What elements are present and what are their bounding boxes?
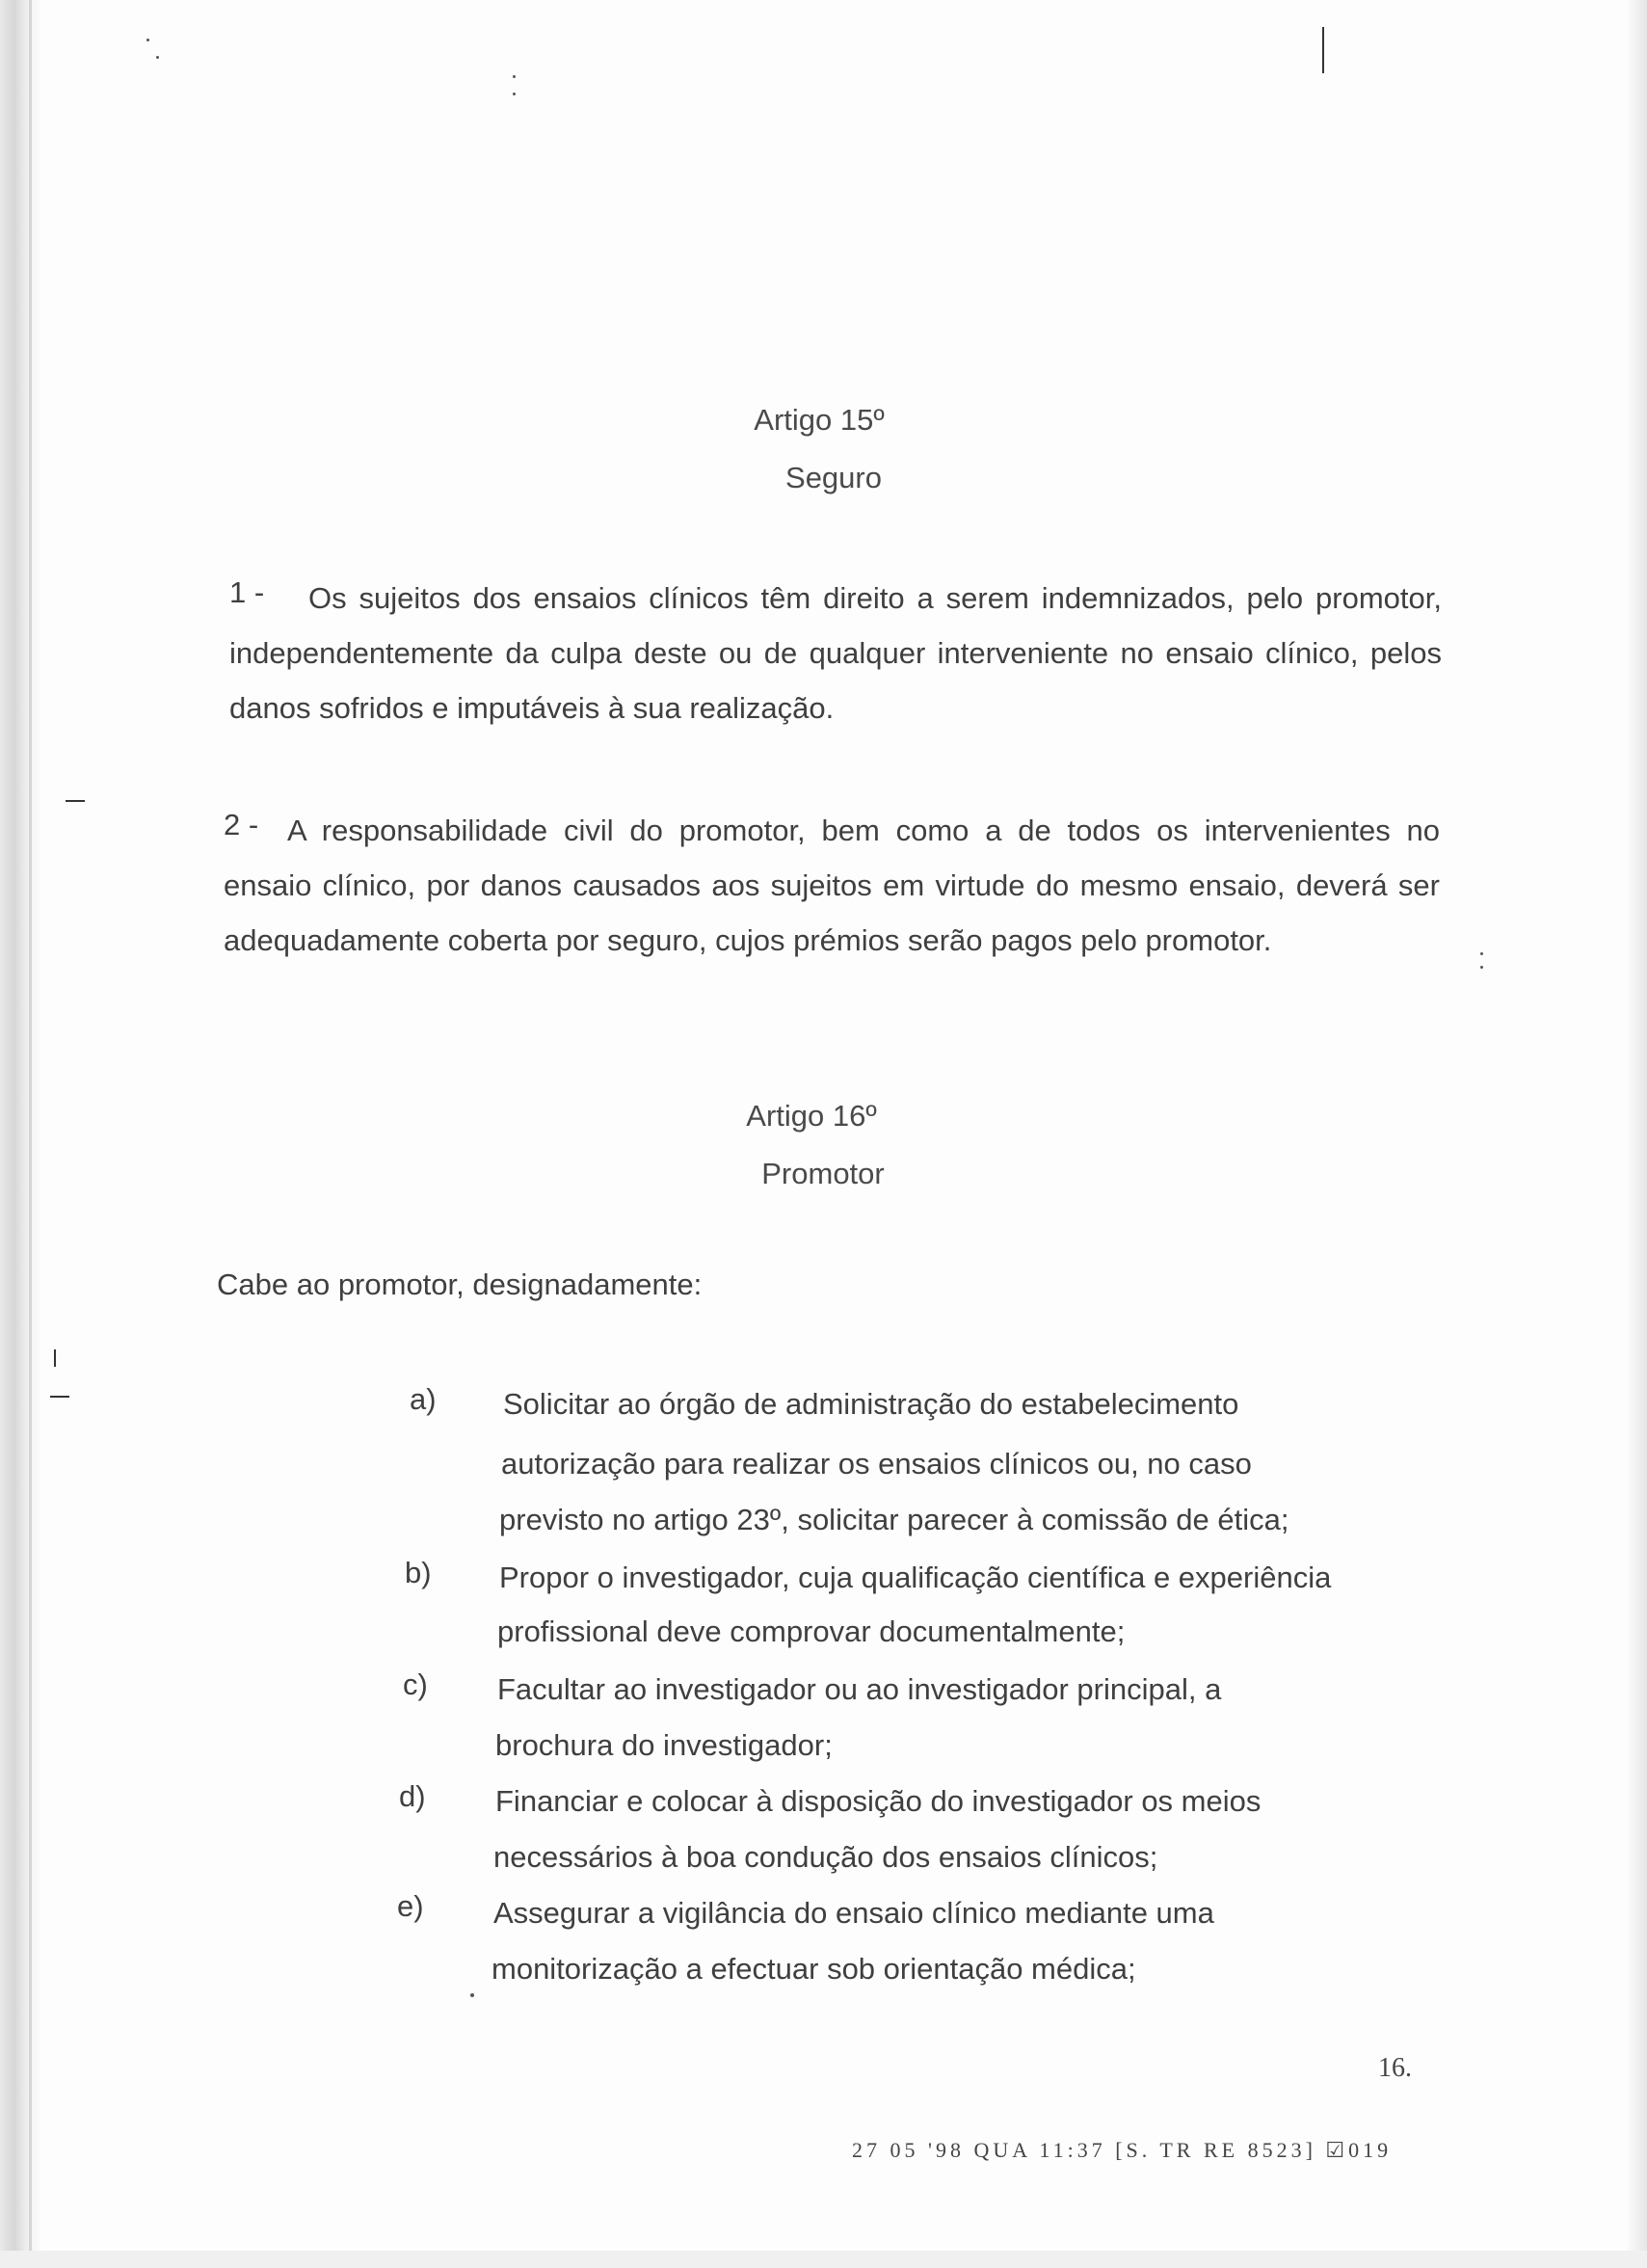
scan-speck: [1480, 952, 1483, 955]
list-item-line: previsto no artigo 23º, solicitar parecer à comissão de ética;: [499, 1503, 1289, 1536]
scan-right-edge: [1628, 0, 1647, 2268]
list-item-label: e): [397, 1889, 424, 1923]
list-item-label: d): [399, 1779, 426, 1813]
list-item-line: monitorização a efectuar sob orientação médica;: [491, 1952, 1136, 1986]
scan-mark: [54, 1349, 56, 1367]
scan-speck: [470, 1993, 474, 1997]
page-number: 16.: [1378, 2053, 1412, 2083]
list-item-line: Assegurar a vigilância do ensaio clínico mediante uma: [493, 1896, 1214, 1930]
article-16-title: Artigo 16º: [746, 1099, 877, 1133]
list-item-line: autorização para realizar os ensaios clínicos ou, no caso: [501, 1447, 1252, 1481]
list-item-line: Solicitar ao órgão de administração do estabelecimento: [503, 1387, 1239, 1421]
list-item-line: Propor o investigador, cuja qualificação científica e experiência: [499, 1561, 1332, 1594]
scan-left-line: [29, 0, 32, 2268]
scan-speck: [513, 75, 516, 78]
fax-transmission-footer: 27 05 '98 QUA 11:37 [S. TR RE 8523] ☑019: [852, 2138, 1393, 2162]
list-item-label: b): [405, 1556, 432, 1589]
paragraph-1-number: 1 -: [229, 575, 265, 609]
scan-speck: [146, 39, 149, 41]
paragraph-1-text: Os sujeitos dos ensaios clínicos têm direito a serem indemnizados, pelo promotor, independentemente da culpa deste ou de qualquer interveniente no ensaio clínico, pelos danos sofridos e imputáveis à sua realização.: [229, 581, 1442, 725]
article-16-subtitle: Promotor: [761, 1157, 885, 1190]
paragraph-2-text: A responsabilidade civil do promotor, bem como a de todos os intervenientes no ensaio clínico, por danos causados aos sujeitos em virtude do mesmo ensaio, deverá ser adequadamente coberta por seguro, cujos prémios serão pagos pelo promotor.: [224, 814, 1440, 957]
scan-mark: [1322, 27, 1324, 73]
list-item-label: a): [410, 1382, 437, 1416]
list-item-line: necessários à boa condução dos ensaios clínicos;: [493, 1840, 1158, 1874]
list-item-label: c): [403, 1668, 428, 1701]
scan-bottom-edge: [0, 2251, 1647, 2268]
scan-speck: [513, 93, 516, 95]
scan-left-edge: [0, 0, 40, 2268]
list-item-line: Financiar e colocar à disposição do investigador os meios: [495, 1784, 1262, 1818]
article-15-subtitle: Seguro: [785, 461, 882, 494]
scan-mark: [50, 1396, 69, 1398]
paragraph-2-number: 2 -: [224, 808, 259, 841]
article-15-title: Artigo 15º: [754, 403, 885, 437]
list-item-line: profissional deve comprovar documentalmente;: [497, 1614, 1126, 1648]
article-16-intro: Cabe ao promotor, designadamente:: [217, 1267, 703, 1301]
scan-mark: [66, 800, 85, 802]
list-item-line: brochura do investigador;: [495, 1728, 833, 1762]
scan-speck: [156, 56, 159, 59]
list-item-line: Facultar ao investigador ou ao investigador principal, a: [497, 1672, 1222, 1706]
scan-speck: [1480, 966, 1483, 969]
